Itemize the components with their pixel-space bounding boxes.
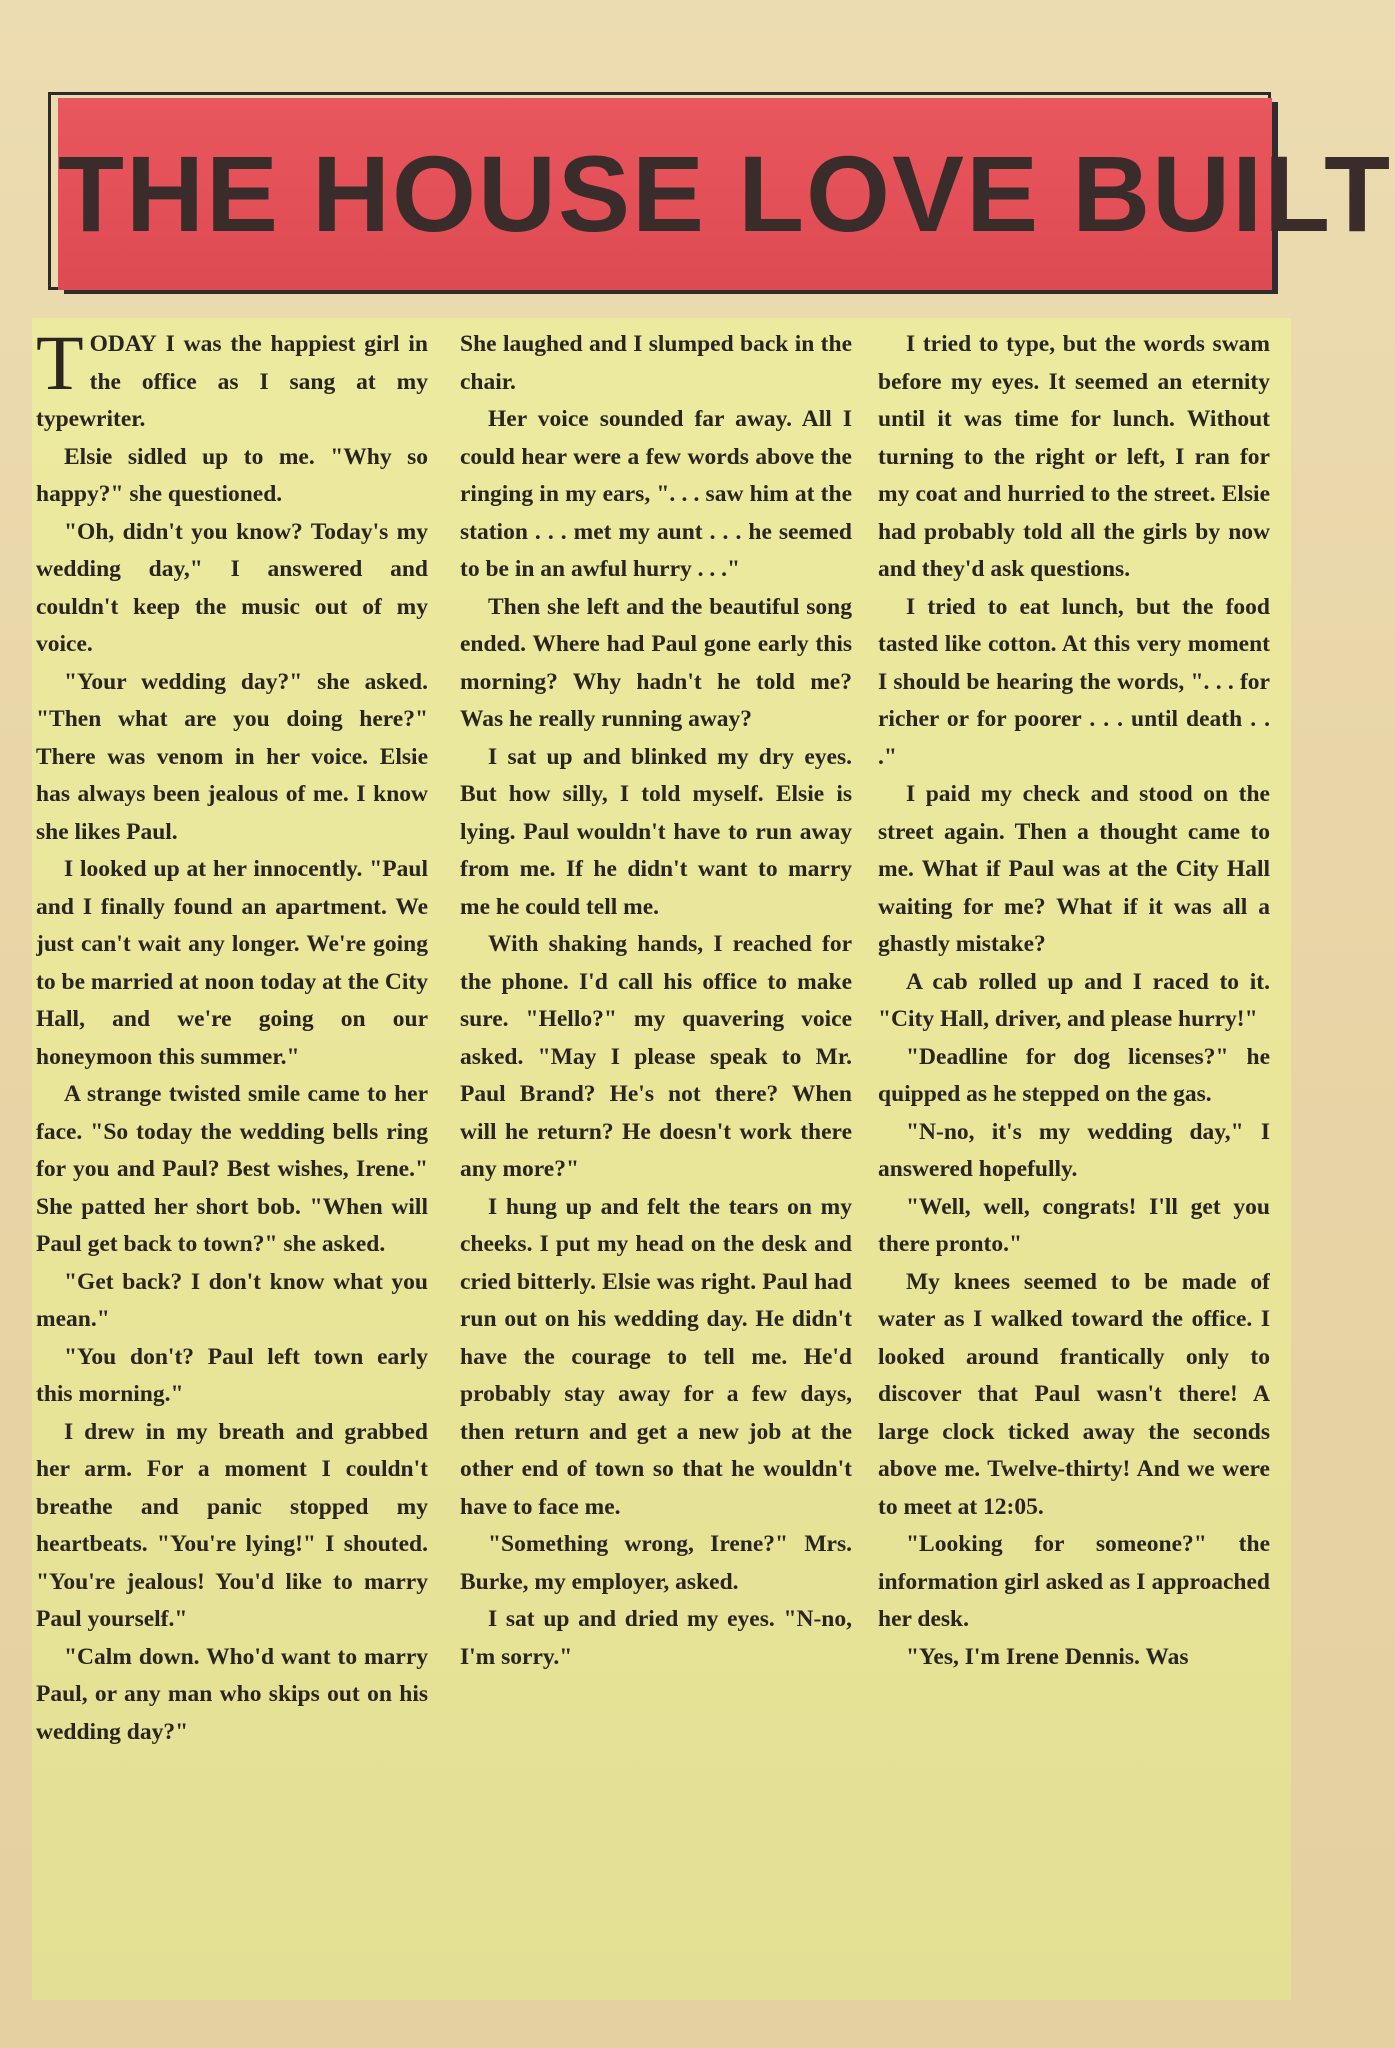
paragraph: Elsie sidled up to me. "Why so happy?" she questioned. — [36, 443, 428, 507]
text-column-1 — [36, 326, 428, 1926]
paragraph: A cab rolled up and I raced to it. "City Hall, driver, and please hurry!" — [878, 968, 1270, 1032]
paragraph: "Deadline for dog licenses?" he quipped as he stepped on the gas. — [878, 1043, 1270, 1107]
text-column-2 — [460, 326, 852, 1926]
paragraph: I drew in my breath and grabbed her arm. For a moment I couldn't breathe and panic stopped my heartbeats. "You're lying!" I shouted. "You're jealous! You'd like to marry Paul yourself." — [36, 1418, 428, 1632]
paragraph: I hung up and felt the tears on my cheeks. I put my head on the desk and cried bitterly. Elsie was right. Paul had run out on his wedding day. He didn't have the courage to tell me. He'd probably stay away for a few days, then return and get a new job at the other end of town so that he wouldn't have to face me. — [460, 1193, 852, 1520]
drop-cap: T — [36, 326, 84, 406]
paragraph: "You don't? Paul left town early this morning." — [36, 1343, 428, 1407]
paragraph: Her voice sounded far away. All I could hear were a few words above the ringing in my ears, ". . . saw him at the station . . . met my aunt . . . he seemed to be in an awful hurry . . ." — [460, 406, 852, 582]
paragraph: With shaking hands, I reached for the phone. I'd call his office to make sure. "Hello?" my quavering voice asked. "May I please speak to Mr. Paul Brand? He's not there? When will he return? He doesn't work there any more?" — [460, 931, 852, 1182]
paragraph: "Well, well, congrats! I'll get you there pronto." — [878, 1193, 1270, 1257]
paragraph: "Calm down. Who'd want to marry Paul, or any man who skips out on his wedding day?" — [36, 1643, 428, 1745]
opening-paragraph — [36, 326, 428, 439]
opening-word: ODAY — [89, 331, 157, 357]
paragraph: I tried to eat lunch, but the food tasted like cotton. At this very moment I should be hearing the words, ". . . for richer or for poorer . . . until death . . ." — [878, 593, 1270, 770]
paragraph: "N-no, it's my wedding day," I answered hopefully. — [878, 1118, 1270, 1182]
paragraph: I paid my check and stood on the street again. Then a thought came to me. What if Paul was at the City Hall waiting for me? What if it was all a ghastly mistake? — [878, 781, 1270, 957]
paragraph: A strange twisted smile came to her face. "So today the wedding bells ring for you and Paul? Best wishes, Irene." She patted her short bob. "When will Paul get back to town?" she asked. — [36, 1081, 428, 1257]
text-column-3 — [878, 326, 1270, 1926]
paragraph: I tried to type, but the words swam before my eyes. It seemed an eternity until it was time for lunch. Without turning to the right or left, I ran for my coat and hurried to the street. Elsie had probably told all the girls by now and they'd ask questions. — [878, 331, 1270, 582]
paragraph: I sat up and blinked my dry eyes. But how silly, I told myself. Elsie is lying. Paul wouldn't have to run away from me. If he didn't want to marry me he could tell me. — [460, 743, 852, 920]
paragraph: "Something wrong, Irene?" Mrs. Burke, my employer, asked. — [460, 1531, 852, 1595]
title-banner — [58, 98, 1393, 290]
paragraph: I sat up and dried my eyes. "N-no, I'm sorry." — [460, 1606, 852, 1670]
paragraph: Then she left and the beautiful song ended. Where had Paul gone early this morning? Why hadn't he told me? Was he really running away? — [460, 593, 852, 732]
paragraph: "Yes, I'm Irene Dennis. Was — [906, 1643, 1189, 1670]
opening-text: I was the happiest girl in the office as I sang at my typewriter. — [36, 331, 428, 432]
paragraph: "Get back? I don't know what you mean." — [36, 1268, 428, 1332]
paragraph: My knees seemed to be made of water as I walked toward the office. I looked around frantically only to discover that Paul wasn't there! A large clock ticked away the seconds above me. Twelve-thirty! And we were to meet at 12:05. — [878, 1268, 1270, 1520]
paragraph: "Looking for someone?" the information girl asked as I approached her desk. — [878, 1531, 1270, 1632]
paragraph: "Your wedding day?" she asked. "Then what are you doing here?" There was venom in her voice. Elsie has always been jealous of me. I know she likes Paul. — [36, 668, 428, 845]
paragraph: She laughed and I slumped back in the chair. — [460, 331, 852, 395]
paragraph: I looked up at her innocently. "Paul and I finally found an apartment. We just can't wait any longer. We're going to be married at noon today at the City Hall, and we're going on our honeymoon this summer." — [36, 856, 428, 1070]
paragraph: "Oh, didn't you know? Today's my wedding day," I answered and couldn't keep the music out of my voice. — [36, 518, 428, 657]
story-title: THE HOUSE LOVE BUILT — [58, 133, 1393, 254]
